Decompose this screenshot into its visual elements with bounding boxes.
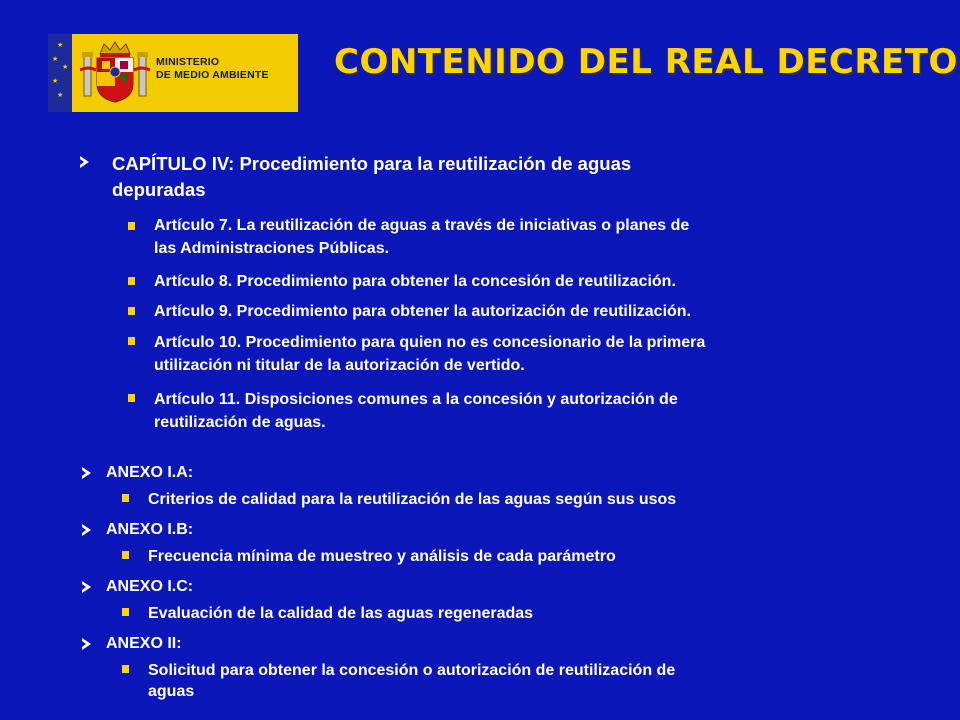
square-bullet-icon — [122, 494, 129, 502]
square-bullet-icon — [128, 277, 135, 285]
arrow-bullet-icon — [82, 581, 91, 593]
annex-1c-label: ANEXO I.C: — [106, 578, 194, 595]
annex-1c-item: Evaluación de la calidad de las aguas regeneradas — [148, 605, 534, 622]
square-bullet-icon — [128, 307, 135, 315]
article-10-line-1: Artículo 10. Procedimiento para quien no es concesionario de la primera — [154, 334, 706, 351]
chapter-heading-line-1: CAPÍTULO IV: Procedimiento para la reutilización de aguas — [112, 153, 632, 174]
eu-flag-stripe — [48, 34, 72, 112]
article-11-line-1: Artículo 11. Disposiciones comunes a la concesión y autorización de — [154, 391, 678, 408]
square-bullet-icon — [128, 222, 135, 230]
arrow-bullet-icon — [82, 467, 91, 479]
ministry-name — [156, 56, 269, 82]
spanish-coat-of-arms-icon — [80, 40, 150, 106]
ministry-line-2: DE MEDIO AMBIENTE — [156, 69, 269, 81]
article-8: Artículo 8. Procedimiento para obtener la concesión de reutilización. — [154, 273, 676, 290]
slide-title: CONTENIDO DEL REAL DECRETO — [334, 42, 958, 82]
annex-1a-item: Criterios de calidad para la reutilización de las aguas según sus usos — [148, 491, 677, 508]
article-7-line-2: las Administraciones Públicas. — [154, 240, 390, 257]
square-bullet-icon — [122, 665, 129, 673]
square-bullet-icon — [122, 608, 129, 616]
ministry-line-1: MINISTERIO — [156, 56, 220, 68]
square-bullet-icon — [122, 551, 129, 559]
arrow-bullet-icon — [82, 524, 91, 536]
article-10-line-2: utilización ni titular de la autorización de vertido. — [154, 357, 525, 374]
arrow-bullet-icon — [82, 638, 91, 650]
article-11-line-2: reutilización de aguas. — [154, 414, 326, 431]
ministry-logo — [48, 34, 298, 112]
article-9: Artículo 9. Procedimiento para obtener la autorización de reutilización. — [154, 303, 691, 320]
annex-2-item-line-2: aguas — [148, 683, 195, 700]
annex-2-item-line-1: Solicitud para obtener la concesión o autorización de reutilización de — [148, 662, 676, 679]
annex-1b-label: ANEXO I.B: — [106, 521, 194, 538]
arrow-bullet-icon — [80, 156, 89, 168]
eu-stars-icon: ★ ★ ★ ★ ★ — [48, 34, 72, 112]
article-7-line-1: Artículo 7. La reutilización de aguas a través de iniciativas o planes de — [154, 217, 690, 234]
chapter-heading-line-2: depuradas — [112, 179, 206, 200]
annex-1b-item: Frecuencia mínima de muestreo y análisis de cada parámetro — [148, 548, 616, 565]
square-bullet-icon — [128, 337, 135, 345]
square-bullet-icon — [128, 394, 135, 402]
annex-2-label: ANEXO II: — [106, 635, 182, 652]
annex-1a-label: ANEXO I.A: — [106, 464, 194, 481]
